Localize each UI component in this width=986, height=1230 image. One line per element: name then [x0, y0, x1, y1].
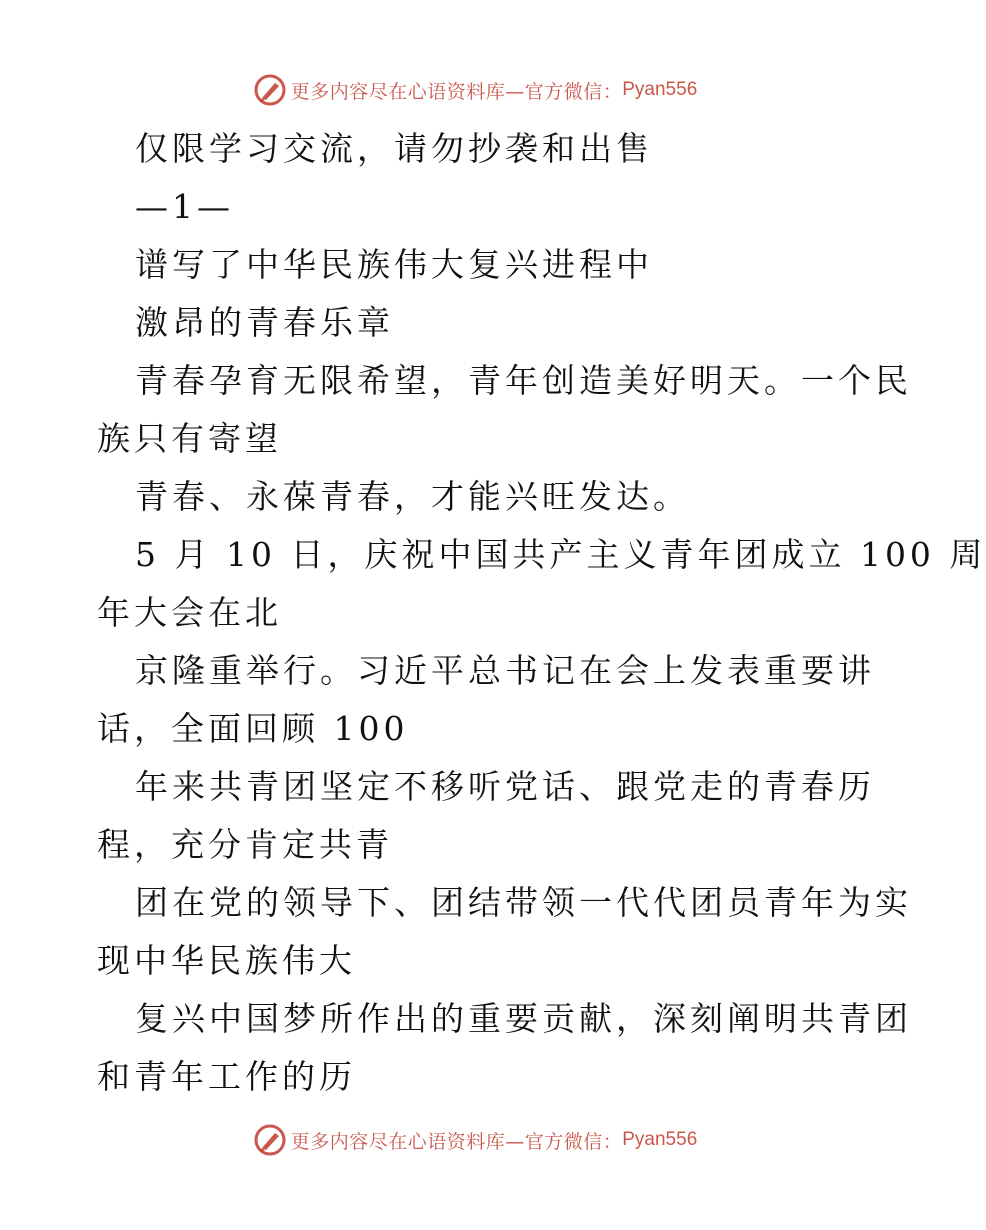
- text-line: 青春孕育无限希望，青年创造美好明天。一个民: [135, 361, 912, 400]
- text-line: 5 月 10 日，庆祝中国共产主义青年团成立 100 周: [135, 535, 986, 574]
- text-line: 复兴中国梦所作出的重要贡献，深刻阐明共青团: [135, 999, 912, 1038]
- pen-logo-icon: [253, 1123, 287, 1157]
- text-line: 京隆重举行。习近平总书记在会上发表重要讲: [135, 651, 875, 690]
- pen-logo-icon: [253, 73, 287, 107]
- watermark-text: 更多内容尽在心语资料库—官方微信：: [290, 80, 623, 103]
- watermark-id: Pyan556: [622, 79, 698, 100]
- text-line: 青春、永葆青春，才能兴旺发达。: [135, 477, 690, 516]
- watermark-text: 更多内容尽在心语资料库—官方微信：: [290, 1130, 623, 1153]
- watermark-id: Pyan556: [622, 1129, 698, 1150]
- text-line: —1—: [135, 187, 234, 226]
- text-line: 和青年工作的历: [97, 1057, 356, 1096]
- text-line: 现中华民族伟大: [97, 941, 356, 980]
- text-line: 话，全面回顾 100: [97, 709, 409, 748]
- header-watermark: [0, 70, 950, 110]
- text-line: 仅限学习交流，请勿抄袭和出售: [135, 129, 653, 168]
- footer-watermark: [0, 1120, 950, 1160]
- text-line: 程，充分肯定共青: [97, 825, 393, 864]
- document-body: [97, 120, 986, 1106]
- text-line: 激昂的青春乐章: [135, 303, 394, 342]
- text-line: 年来共青团坚定不移听党话、跟党走的青春历: [135, 767, 875, 806]
- text-line: 谱写了中华民族伟大复兴进程中: [135, 245, 653, 284]
- text-line: 团在党的领导下、团结带领一代代团员青年为实: [135, 883, 912, 922]
- text-line: 年大会在北: [97, 593, 282, 632]
- text-line: 族只有寄望: [97, 419, 282, 458]
